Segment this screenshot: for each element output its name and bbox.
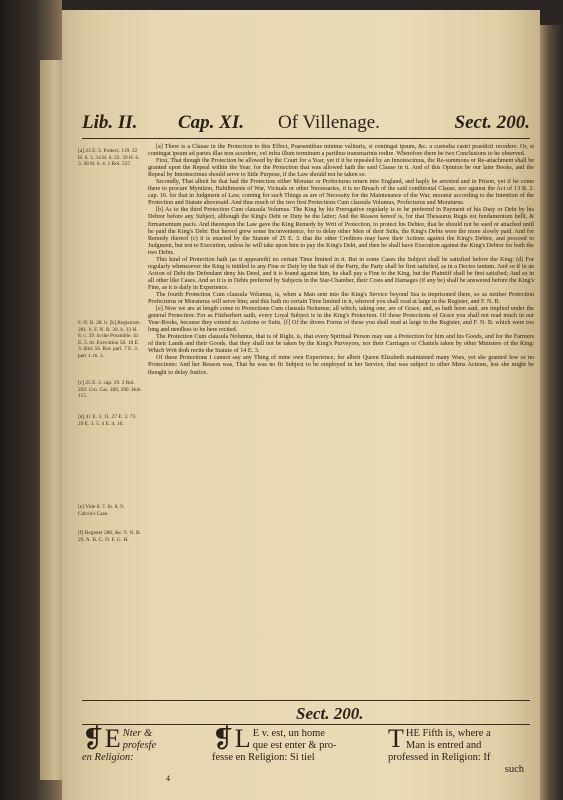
paragraph: Secondly, That albeit he that had the Protection either Moratur or Profecturus return into England, and haply be arrested and in Prison, yet if he come there to procure Mynition, Habiliments of War, Victuals or other Necessaries, it is no Breach of the said conditional Clause, nor against the Act of 13 R. 2. cap. 16. for that in Judgment of Law, coming for such Things as are of Necessity for the Maintenance of the War, moratur according to the Intention of the Protection and Statute abovesaid. And thus much of the two first Protections Cum clausula Volumus, Profecturus and Moraturus.: [148, 179, 534, 207]
translation-tail: professed in Religion: If: [388, 752, 491, 763]
margin-note: [a] 23 E. 3. Protect. 119. 22 H. 6. 3. 34 H. 6. 22. 39 H. 6. 3. 38 H. 6. 4. 1 Rol. 537.: [78, 148, 140, 168]
section-label: Sect. 200.: [296, 704, 364, 723]
paragraph: This kind of Protection hath (as it appeareth) no certain Time limited in it. But in some Cases the Subject shall be satisfied before the King: (d) For regularly whensoever the King is intitled to any Fine or Duty by the Suit of the Party, the Party shall be first satisfied, as in a Decies tantum. And so if in an Action of Debt the Defendant deny his Deed, and it is found against him, he shall pay a Fine to the King, but the Plaintiff shall be first satisfied; And so in all other like Cases. And so it is in Debts preferred by Subjects in the Star-Chamber, their Costs and Damages (if any be) shall be answered before the King's Fine, as it is daily in Experience.: [148, 256, 534, 291]
catchword: such: [504, 764, 524, 775]
english-line-2: profesfe: [122, 740, 157, 751]
pilcrow-mark-icon: ❡: [82, 724, 104, 753]
french-line-2: que est enter & pro-: [252, 740, 337, 751]
english-dropcap: E: [104, 724, 121, 753]
english-line-1: Nter &: [122, 728, 153, 739]
header-chapter: Cap. XI.: [178, 112, 244, 133]
english-column: [82, 724, 194, 764]
translation-line-1: HE Fifth is, where a: [405, 728, 491, 739]
english-tail: en Religion:: [82, 752, 134, 763]
paragraph: Of these Protections I cannot say any Thing of mine own Experience; for albeit Queen Elizabeth maintained many Wars, yet she granted few or no Protections: And her Reason was, That he was no fit Subject to be employed in her Service, that was subject to other Mens Actions, lest she might be thought to delay Justice.: [148, 355, 534, 376]
paragraph: First, That though the Protection be allowed by the Court for a Year, yet if it be repealed by an Innotescimus, the Re-summons or Re-attachment shall be granted upon the Repeal within the Year, for the Protection that was allowed hath the said Clause in it. And of this Opinion be our later Books, and the Repeal by Innotescimus should serve to little Purpose, if the Law should not be taken so.: [148, 158, 534, 179]
paragraph: The fourth Protection Cum clausula Volumus, is, when a Man sent into the King's Service beyond Sea is imprisoned there, so as neither Protection Profecturus or Moraturus will serve him; and this hath no certain Time limited in it, whereof you shall read at large in the Register, and F. N. B.: [148, 291, 534, 306]
margin-note: [d] 41 E. 3. 11. 27 E. 3. 73. 29 E. 3. 5. 4 E. 4. 16.: [78, 414, 137, 427]
paragraph: [b] As to the third Protection Cum clausula Volumus. The King by his Prerogative regularly is to be preferred in Payment of his Duty or Debt by his Debtor before any Subject, although the King's Debt or Duty be the latter; And the Reason hereof is, for that Thesaurus Regis est fundamentum belli, & firmamentum pacis. And thereupon the Law gave the King Remedy by Writ of Protection, to protect his Debtor, that he should not be sued or attached until he paid the King's Debt: But hereof grew some Inconvenience, for to delay other Men of their Suits, the King's Debts were the more slowly paid. And for Remedy thereof (c) it is enacted by the Statute of 25 E. 3. that the other Creditors may have their Actions against the King's Debtor, and proceed to Judgment, but not to Execution, unless he will take upon him to pay the King's Debt, and then he shall have Execution against the King's Debtor for both the two Debts.: [148, 207, 534, 256]
pilcrow-mark-icon: ❡: [212, 724, 234, 753]
margin-note: [e] Vide 8. 7. fo. 8, 9. Calvin's Case.: [78, 504, 125, 517]
translation-column: [388, 724, 528, 776]
paragraph: [e] Now we are at length come to Protections Cum clausula Nolumus; all which, taking one, are of Grace, and, as hath been said, are implied under the general Protection: For as Fitzherbert saith, every Loyal Subject is in the King's Protection. Of these Protections of Grace you shall not read much in our Year-Books, because they extend no Actions or Suits. [f] Of the divers Forms of these you shall read at large in the Register, and F. N. B. which were too long and needless to be here recited.: [148, 306, 534, 334]
margin-note: F. N. B. 28. b. [b] Registrum 281. b. F. N. B. 28. b. 33 H. 8. c. 39. in the Preamble. 41 E. 3. tit. Execution 58. 18 E. 3. ibid. 56. Rot. parl. 7 E. 3. part 1. m. 2.: [78, 320, 140, 359]
section-rule-bottom: [82, 724, 530, 725]
french-tail: fesse en Religion: Si tiel: [212, 752, 315, 763]
running-header: [82, 112, 530, 138]
french-dropcap: L: [234, 724, 251, 753]
paragraph: The Protection Cum clausula Nolumus, that is of Right, is, that every Spiritual Person may sue a Protection for him and his Goods, and for the Farmers of their Lands and their Goods, that they shall not be taken by the King's Purveyors, nor their Carriages or Chattels taken by other Ministers of the King: Which Writ doth recite the Statute of 14 E. 3.: [148, 334, 534, 355]
header-title: Of Villenage.: [278, 112, 380, 133]
section-rule-top: [82, 700, 530, 701]
header-section: Sect. 200.: [454, 112, 530, 133]
book-page: [62, 10, 540, 800]
main-text: [148, 144, 534, 377]
french-line-1: E v. est, un home: [252, 728, 325, 739]
header-rule: [82, 138, 530, 139]
signature-mark: 4: [166, 774, 170, 783]
translation-line-2: Man is entred and: [405, 740, 482, 751]
margin-note: [f] Register 280, &c. F. N. B. 29. A. B. C. D. F. G. H.: [78, 530, 141, 543]
translation-dropcap: T: [388, 724, 404, 753]
paragraph: [a] There is a Clause in the Protection to this Effect, Praesentibus minime valituris, si contingat ipsum, &c. a custodia castri praedicti recedere. Or, si contingat ipsum ad partes illas non accedere, vel infra illum terminum a partibus transmarinis redire. Wherefore there be two Conclusions to be observed.: [148, 144, 534, 158]
margin-note: [c] 25 E. 3. cap. 19. 2 Rol. 203. Cro. Car. 389, 390. Hob. 115.: [78, 380, 142, 400]
left-page-edge: [40, 60, 64, 780]
header-book: Lib. II.: [82, 112, 138, 133]
french-column: [212, 724, 362, 764]
right-page-edge: [540, 25, 563, 800]
